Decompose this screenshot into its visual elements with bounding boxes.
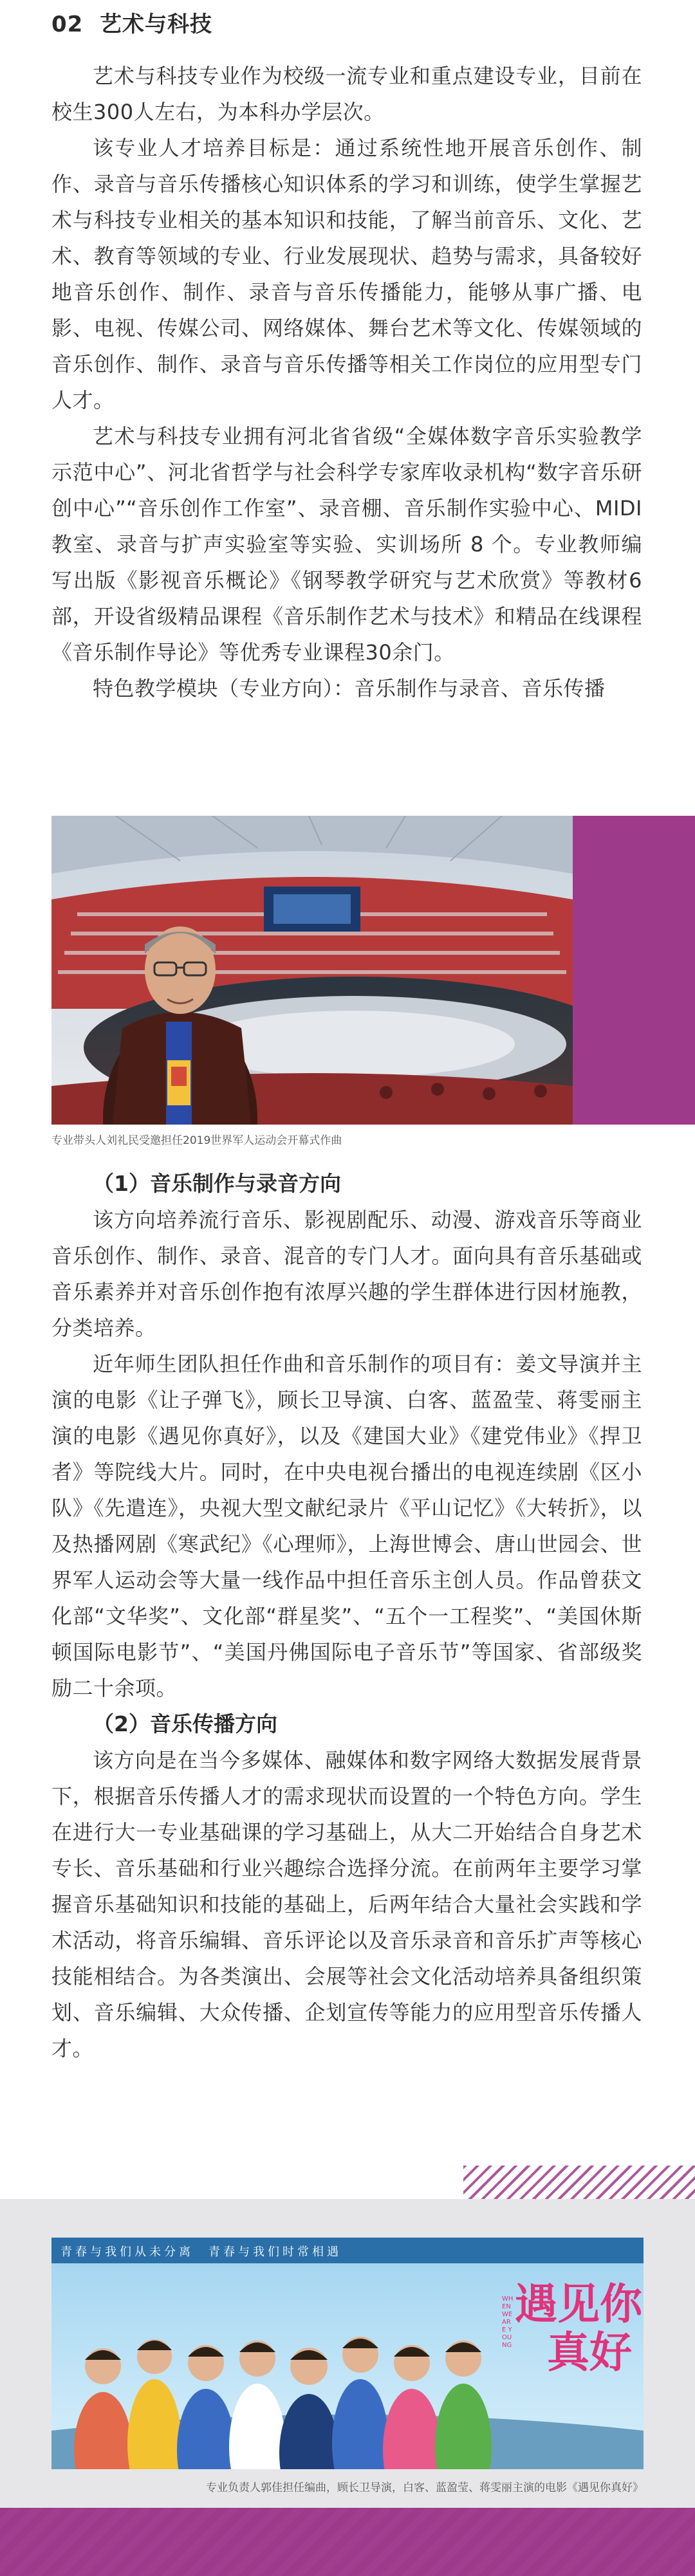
intro-paragraph: 特色教学模块（专业方向）：音乐制作与录音、音乐传播	[93, 676, 606, 701]
movie-poster	[51, 2238, 644, 2469]
stadium-photo	[51, 816, 573, 1125]
intro-paragraph: 该专业人才培养目标是：通过系统性地开展音乐创作、制作、录音与音乐传播核心知识体系的学习和训练，使学生掌握艺术与科技专业相关的基本知识和技能，了解当前音乐、文化、艺术、教育等领域的专业、行业发展现状、趋势与需求，具备较好地音乐创作、制作、录音与音乐传播能力，能够从事广播、电影、电视、传媒公司、网络媒体、舞台艺术等文化、传媒领域的音乐创作、制作、录音与音乐传播等相关工作岗位的应用型专门人才。	[51, 136, 642, 412]
intro-paragraph: 艺术与科技专业作为校级一流专业和重点建设专业，目前在校生300人左右，为本科办学层次。	[51, 64, 642, 124]
section-title-text: 艺术与科技	[100, 12, 213, 37]
intro-paragraph: 艺术与科技专业拥有河北省省级“全媒体数字音乐实验教学示范中心”、河北省哲学与社会科学专家库收录机构“数字音乐研创中心”“音乐创作工作室”、录音棚、音乐制作实验中心、MIDI教室、录音与扩声实验室等实验、实训场所 8 个。专业教师编写出版《影视音乐概论》《钢琴教学研究与艺术欣赏》等教材6部，开设省级精品课程《音乐制作艺术与技术》和精品在线课程《音乐制作导论》等优秀专业课程30余门。	[51, 424, 642, 665]
direction1-title: （1）音乐制作与录音方向	[93, 1171, 341, 1196]
poster-side-text: WHEN WE ARE YOUNG	[502, 2295, 514, 2349]
stadium-illustration	[51, 816, 573, 1125]
poster-title-line2: 真好	[547, 2328, 632, 2377]
bottom-accent-bar	[0, 2508, 695, 2576]
photo-caption: 专业带头人刘礼民受邀担任2019世界军人运动会开幕式作曲	[51, 1134, 342, 1147]
poster-caption: 专业负责人郭佳担任编曲，顾长卫导演，白客、蓝盈莹、蒋雯丽主演的电影《遇见你真好》	[206, 2481, 644, 2494]
section-title	[51, 6, 212, 38]
direction1-block	[51, 1166, 642, 2066]
decorative-stripes	[463, 2166, 695, 2199]
section-number: 02	[51, 12, 84, 37]
direction2-paragraph: 该方向是在当今多媒体、融媒体和数字网络大数据发展背景下，根据音乐传播人才的需求现状而设置的一个特色方向。学生在进行大一专业基础课的学习基础上，从大二开始结合自身艺术专长、音乐基础和行业兴趣综合选择分流。在前两年主要学习掌握音乐基础知识和技能的基础上，后两年结合大量社会实践和学术活动，将音乐编辑、音乐评论以及音乐录音和音乐扩声等核心技能相结合。为各类演出、会展等社会文化活动培养具备组织策划、音乐编辑、大众传播、企划宣传等能力的应用型音乐传播人才。	[51, 1748, 642, 2061]
direction1-paragraph: 该方向培养流行音乐、影视剧配乐、动漫、游戏音乐等商业音乐创作、制作、录音、混音的专门人才。面向具有音乐基础或音乐素养并对音乐创作抱有浓厚兴趣的学生群体进行因材施教，分类培养。	[51, 1208, 642, 1340]
direction1-paragraph: 近年师生团队担任作曲和音乐制作的项目有：姜文导演并主演的电影《让子弹飞》，顾长卫导演、白客、蓝盈莹、蒋雯丽主演的电影《遇见你真好》，以及《建国大业》《建党伟业》《捍卫者》等院线大片。同时，在中央电视台播出的电视连续剧《区小队》《先遣连》，央视大型文献纪录片《平山记忆》《大转折》，以及热播网剧《寒武纪》《心理师》，上海世博会、唐山世园会、世界军人运动会等大量一线作品中担任音乐主创人员。作品曾获文化部“文华奖”、文化部“群星奖”、“五个一工程奖”、“美国休斯顿国际电影节”、“美国丹佛国际电子音乐节”等国家、省部级奖励二十余项。	[51, 1352, 642, 1700]
direction2-title: （2）音乐传播方向	[93, 1711, 277, 1736]
intro-block	[51, 58, 642, 706]
poster-title-line1: 遇见你	[515, 2279, 642, 2329]
accent-bar	[573, 816, 695, 1125]
poster-banner: 青春与我们从未分离 青春与我们时常相遇	[60, 2245, 342, 2259]
